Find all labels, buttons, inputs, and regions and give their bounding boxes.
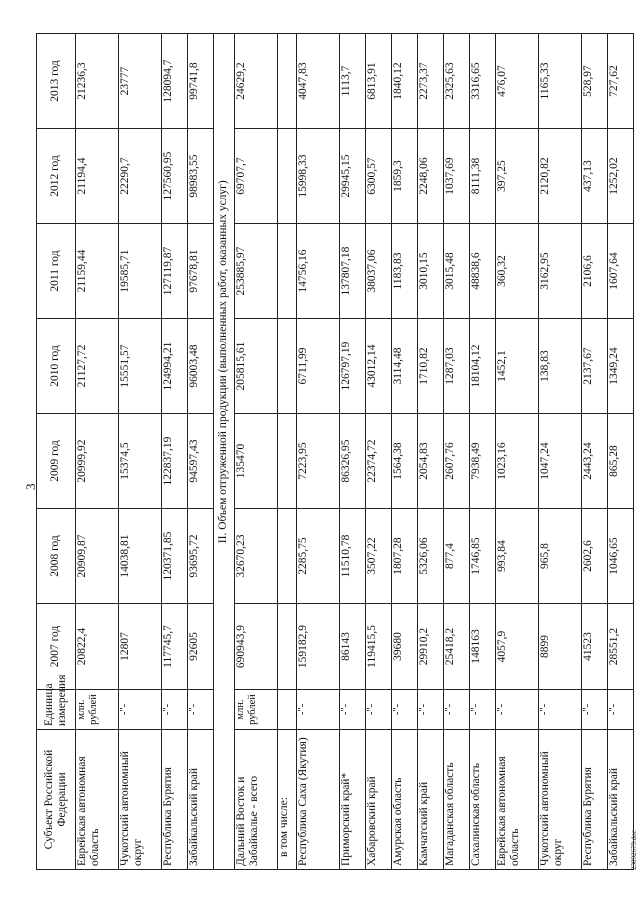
value-cell: 43012,14 — [366, 319, 392, 414]
value-cell: 3316,65 — [470, 34, 496, 129]
empty-cell — [278, 224, 297, 319]
value-cell: 1807,28 — [392, 509, 418, 604]
value-cell: 397,25 — [496, 129, 539, 224]
value-cell: 1287,03 — [444, 319, 470, 414]
value-cell: 22374,72 — [366, 414, 392, 509]
value-cell: 6300,57 — [366, 129, 392, 224]
subject-cell: Чукотский автономный округ — [539, 730, 582, 870]
value-cell: 7223,95 — [297, 414, 340, 509]
value-cell: 2248,06 — [418, 129, 444, 224]
value-cell: 1183,83 — [392, 224, 418, 319]
value-cell: 3015,48 — [444, 224, 470, 319]
table-row — [188, 34, 214, 870]
table-row — [366, 34, 392, 870]
value-cell: 97678,81 — [188, 224, 214, 319]
including-row — [278, 34, 297, 870]
value-cell: 11510,78 — [340, 509, 366, 604]
table-row — [582, 34, 608, 870]
empty-cell — [278, 604, 297, 690]
value-cell: 1840,12 — [392, 34, 418, 129]
value-cell: 18104,12 — [470, 319, 496, 414]
value-cell: 135470 — [235, 414, 278, 509]
value-cell: 138,83 — [539, 319, 582, 414]
value-cell: 476,07 — [496, 34, 539, 129]
unit-cell: -"- — [188, 690, 214, 730]
value-cell: 205815,61 — [235, 319, 278, 414]
value-cell: 2120,82 — [539, 129, 582, 224]
section-title: II. Объем отгруженной продукции (выполненных работ, оказанных услуг) — [214, 34, 235, 690]
value-cell: 96003,48 — [188, 319, 214, 414]
subject-cell: Амурская область — [392, 730, 418, 870]
value-cell: 20909,87 — [76, 509, 119, 604]
column-header: Единица измерения — [37, 690, 76, 730]
value-cell: 8899 — [539, 604, 582, 690]
value-cell: 39680 — [392, 604, 418, 690]
empty-cell — [278, 509, 297, 604]
value-cell: 253885,97 — [235, 224, 278, 319]
value-cell: 3114,48 — [392, 319, 418, 414]
value-cell: 21127,72 — [76, 319, 119, 414]
rotated-content — [23, 34, 638, 870]
table-row — [539, 34, 582, 870]
unit-cell: -"- — [444, 690, 470, 730]
column-header: 2008 год — [37, 509, 76, 604]
unit-cell: -"- — [582, 690, 608, 730]
value-cell: 28551,2 — [608, 604, 634, 690]
unit-cell: -"- — [340, 690, 366, 730]
value-cell: 128094,7 — [162, 34, 188, 129]
value-cell: 23777 — [119, 34, 162, 129]
value-cell: 727,62 — [608, 34, 634, 129]
value-cell: 1746,85 — [470, 509, 496, 604]
value-cell: 29945,15 — [340, 129, 366, 224]
unit-cell: -"- — [162, 690, 188, 730]
value-cell: 20822,4 — [76, 604, 119, 690]
value-cell: 38037,06 — [366, 224, 392, 319]
unit-cell: -"- — [496, 690, 539, 730]
value-cell: 117745,7 — [162, 604, 188, 690]
subject-cell: Магаданская область — [444, 730, 470, 870]
value-cell: 69707,7 — [235, 129, 278, 224]
column-header: 2007 год — [37, 604, 76, 690]
value-cell: 119415,5 — [366, 604, 392, 690]
value-cell: 1165,33 — [539, 34, 582, 129]
value-cell: 2443,24 — [582, 414, 608, 509]
subject-cell: Республика Бурятия — [582, 730, 608, 870]
column-header: 2013 год — [37, 34, 76, 129]
value-cell: 1113,7 — [340, 34, 366, 129]
value-cell: 15998,33 — [297, 129, 340, 224]
value-cell: 32670,23 — [235, 509, 278, 604]
value-cell: 29910,2 — [418, 604, 444, 690]
value-cell: 127560,95 — [162, 129, 188, 224]
value-cell: 15374,5 — [119, 414, 162, 509]
value-cell: 22290,7 — [119, 129, 162, 224]
column-header: Субъект Российской Федерации — [37, 730, 76, 870]
empty-cell — [278, 690, 297, 730]
value-cell: 41523 — [582, 604, 608, 690]
page-number: 3 — [23, 483, 38, 490]
value-cell: 14756,16 — [297, 224, 340, 319]
table-row — [119, 34, 162, 870]
value-cell: 25418,2 — [444, 604, 470, 690]
table-row — [444, 34, 470, 870]
unit-cell: -"- — [297, 690, 340, 730]
value-cell: 1349,24 — [608, 319, 634, 414]
value-cell: 21194,4 — [76, 129, 119, 224]
value-cell: 690943,9 — [235, 604, 278, 690]
value-cell: 12807 — [119, 604, 162, 690]
subject-cell: Хабаровский край — [366, 730, 392, 870]
value-cell: 6711,99 — [297, 319, 340, 414]
subject-cell: Республика Бурятия — [162, 730, 188, 870]
subject-cell: Забайкальский край — [188, 730, 214, 870]
value-cell: 4047,83 — [297, 34, 340, 129]
section-spacer — [214, 690, 235, 870]
table-row — [340, 34, 366, 870]
value-cell: 865,28 — [608, 414, 634, 509]
empty-cell — [278, 414, 297, 509]
value-cell: 2054,83 — [418, 414, 444, 509]
column-header: 2012 год — [37, 129, 76, 224]
value-cell: 1859,3 — [392, 129, 418, 224]
value-cell: 86326,95 — [340, 414, 366, 509]
subject-cell: Камчатский край — [418, 730, 444, 870]
value-cell: 1047,24 — [539, 414, 582, 509]
value-cell: 48838,6 — [470, 224, 496, 319]
value-cell: 1452,1 — [496, 319, 539, 414]
subject-cell: Еврейская автономная область — [496, 730, 539, 870]
value-cell: 360,32 — [496, 224, 539, 319]
value-cell: 2273,37 — [418, 34, 444, 129]
value-cell: 126797,19 — [340, 319, 366, 414]
value-cell: 7938,49 — [470, 414, 496, 509]
table-row — [297, 34, 340, 870]
value-cell: 2607,76 — [444, 414, 470, 509]
value-cell: 24629,2 — [235, 34, 278, 129]
header-row — [37, 34, 76, 870]
value-cell: 3162,95 — [539, 224, 582, 319]
value-cell: 2285,75 — [297, 509, 340, 604]
subject-cell: Забайкальский край — [608, 730, 634, 870]
table-row — [235, 34, 278, 870]
value-cell: 1037,69 — [444, 129, 470, 224]
value-cell: 2106,6 — [582, 224, 608, 319]
value-cell: 137807,18 — [340, 224, 366, 319]
value-cell: 993,84 — [496, 509, 539, 604]
value-cell: 2325,63 — [444, 34, 470, 129]
unit-cell: млн. рублей — [235, 690, 278, 730]
value-cell: 122837,19 — [162, 414, 188, 509]
table-row — [608, 34, 634, 870]
table-body — [76, 34, 634, 870]
value-cell: 1252,02 — [608, 129, 634, 224]
subject-cell: Республика Саха (Якутия) — [297, 730, 340, 870]
value-cell: 120371,85 — [162, 509, 188, 604]
table-row — [418, 34, 444, 870]
value-cell: 6813,91 — [366, 34, 392, 129]
value-cell: 98983,55 — [188, 129, 214, 224]
subject-cell: Еврейская автономная область — [76, 730, 119, 870]
value-cell: 1046,65 — [608, 509, 634, 604]
value-cell: 93695,72 — [188, 509, 214, 604]
value-cell: 8111,38 — [470, 129, 496, 224]
value-cell: 99741,8 — [188, 34, 214, 129]
table-row — [162, 34, 188, 870]
column-header: 2010 год — [37, 319, 76, 414]
value-cell: 86143 — [340, 604, 366, 690]
value-cell: 2602,6 — [582, 509, 608, 604]
value-cell: 528,97 — [582, 34, 608, 129]
unit-cell: -"- — [539, 690, 582, 730]
value-cell: 2137,67 — [582, 319, 608, 414]
value-cell: 1023,16 — [496, 414, 539, 509]
column-header: 2011 год — [37, 224, 76, 319]
unit-cell: -"- — [470, 690, 496, 730]
including-label: в том числе: — [278, 730, 297, 870]
doc-reference: 23092679.doc — [630, 830, 638, 870]
table-row — [392, 34, 418, 870]
unit-cell: млн. рублей — [76, 690, 119, 730]
value-cell: 3507,22 — [366, 509, 392, 604]
subject-cell: Приморский край* — [340, 730, 366, 870]
unit-cell: -"- — [608, 690, 634, 730]
subject-cell: Сахалинская область — [470, 730, 496, 870]
empty-cell — [278, 34, 297, 129]
value-cell: 159182,9 — [297, 604, 340, 690]
value-cell: 94597,43 — [188, 414, 214, 509]
value-cell: 965,8 — [539, 509, 582, 604]
table-row — [76, 34, 119, 870]
data-table — [36, 33, 634, 870]
value-cell: 5326,06 — [418, 509, 444, 604]
value-cell: 19585,71 — [119, 224, 162, 319]
table-row — [470, 34, 496, 870]
unit-cell: -"- — [366, 690, 392, 730]
value-cell: 92605 — [188, 604, 214, 690]
empty-cell — [278, 129, 297, 224]
value-cell: 127119,87 — [162, 224, 188, 319]
table-row — [496, 34, 539, 870]
unit-cell: -"- — [392, 690, 418, 730]
value-cell: 21236,3 — [76, 34, 119, 129]
value-cell: 877,4 — [444, 509, 470, 604]
value-cell: 148163 — [470, 604, 496, 690]
value-cell: 20999,92 — [76, 414, 119, 509]
value-cell: 3010,15 — [418, 224, 444, 319]
value-cell: 15551,57 — [119, 319, 162, 414]
value-cell: 437,13 — [582, 129, 608, 224]
subject-cell: Дальний Восток и Забайкалье - всего — [235, 730, 278, 870]
column-header: 2009 год — [37, 414, 76, 509]
value-cell: 1710,82 — [418, 319, 444, 414]
value-cell: 21159,44 — [76, 224, 119, 319]
value-cell: 14038,81 — [119, 509, 162, 604]
subject-cell: Чукотский автономный округ — [119, 730, 162, 870]
value-cell: 4057,9 — [496, 604, 539, 690]
unit-cell: -"- — [418, 690, 444, 730]
section-row — [214, 34, 235, 870]
unit-cell: -"- — [119, 690, 162, 730]
empty-cell — [278, 319, 297, 414]
value-cell: 124994,21 — [162, 319, 188, 414]
value-cell: 1564,38 — [392, 414, 418, 509]
value-cell: 1607,64 — [608, 224, 634, 319]
